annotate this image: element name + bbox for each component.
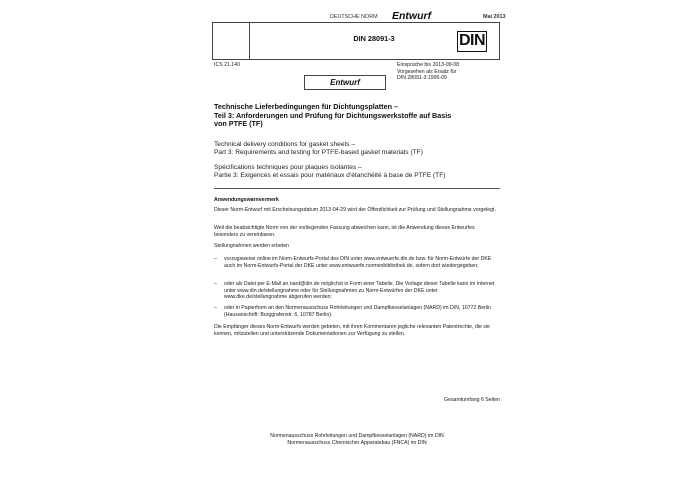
warning-heading: Anwendungswarnvermerk: [214, 197, 279, 203]
din-logo-text: DIN: [458, 32, 486, 49]
title-box: [212, 22, 500, 60]
section-divider: [214, 188, 500, 189]
patent-notice: Die Empfänger dieses Norm-Entwurfs werden gebeten, mit ihren Kommentaren jegliche relevanten Patentrechte, die sie kennen, mitzuteilen und unterstützende Dokumentationen zur Verfügung zu stellen.: [214, 324, 490, 337]
list-dash: –: [214, 305, 217, 311]
title-english: [214, 141, 504, 157]
list-dash: –: [214, 256, 217, 262]
list-dash: –: [214, 281, 217, 287]
entwurf-label-box: Entwurf: [304, 75, 386, 90]
ics-code: ICS 21.140: [214, 62, 240, 68]
warning-paragraph: Dieser Norm-Entwurf mit Erscheinungsdatum 2013-04-29 wird der Öffentlichkeit zur Prüfung und Stellungnahme vorgelegt.: [214, 207, 496, 213]
objection-deadline-line: Einsprüche bis 2013-09-08: [397, 62, 460, 68]
din-logo-icon: [457, 31, 487, 52]
replaced-standard-line: DIN 28091-3:1995-09: [397, 75, 447, 82]
list-item-text: oder als Datei per E-Mail an nard@din.de möglichst in Form einer Tabelle. Die Vorlage dieser Tabelle kann im Internet unter www.din.de/stellungnahme oder für Stellungnahmen zu Norm-Entwürfen der DKE unter www.dke.de/stellungnahme abgerufen werden;: [224, 281, 495, 301]
title-german-line: von PTFE (TF): [214, 119, 263, 129]
objection-deadline: [397, 62, 500, 82]
header-entwurf: Entwurf: [392, 10, 432, 22]
header-date: Mai 2013: [483, 14, 506, 20]
footer-committees: [214, 433, 500, 446]
title-french: [214, 164, 504, 180]
title-french-line: Spécifications techniques pour plaques isolantes –: [214, 164, 362, 171]
list-item-text: vorzugsweise online im Norm-Entwurfs-Portal des DIN unter www.entwuerfe.din.de bzw. für Norm-Entwürfe der DKE auch im Norm-Entwurfs-Portal der DKE unter www.entwuerfe.normenbibliothek.de, sofern dort wiedergegeben;: [224, 256, 492, 269]
footer-line: Normenausschuss Chemischer Apparatebau (FNCA) im DIN: [287, 439, 427, 446]
warning-paragraph: Weil die beabsichtigte Norm von der vorliegenden Fassung abweichen kann, ist die Anwendung dieses Entwurfes besonders zu vereinbaren.: [214, 225, 475, 238]
footer-line: Normenausschuss Rohrleitungen und Dampfkesselanlagen (NARD) im DIN: [270, 433, 444, 439]
standard-number: DIN 28091-3: [353, 34, 395, 43]
title-german-line: Teil 3: Anforderungen und Prüfung für Dichtungswerkstoffe auf Basis: [214, 110, 452, 120]
title-english-line: Technical delivery conditions for gasket sheets –: [214, 141, 356, 148]
title-german-line: Technische Lieferbedingungen für Dichtungsplatten –: [214, 102, 398, 111]
title-french-line: Partie 3: Exigences et essais pour matériaux d'étanchéité à base de PTFE (TF): [214, 171, 446, 179]
comments-requested-text: Stellungnahmen werden erbeten: [214, 243, 289, 249]
title-english-line: Part 3: Requirements and testing for PTFE-based gasket materials (TF): [214, 148, 423, 156]
total-pages: Gesamtumfang 6 Seiten: [444, 397, 500, 403]
replacement-intent-line: Vorgesehen als Ersatz für: [397, 68, 457, 75]
list-item-text: oder in Papierform an den Normenausschuss Rohrleitungen und Dampfkesselanlagen (NARD) im DIN, 10772 Berlin (Hausanschrift: Burggrafenstr. 6, 10787 Berlin).: [224, 305, 492, 318]
header-norm-type: DEUTSCHE NORM: [330, 14, 378, 20]
title-german: [214, 103, 504, 129]
